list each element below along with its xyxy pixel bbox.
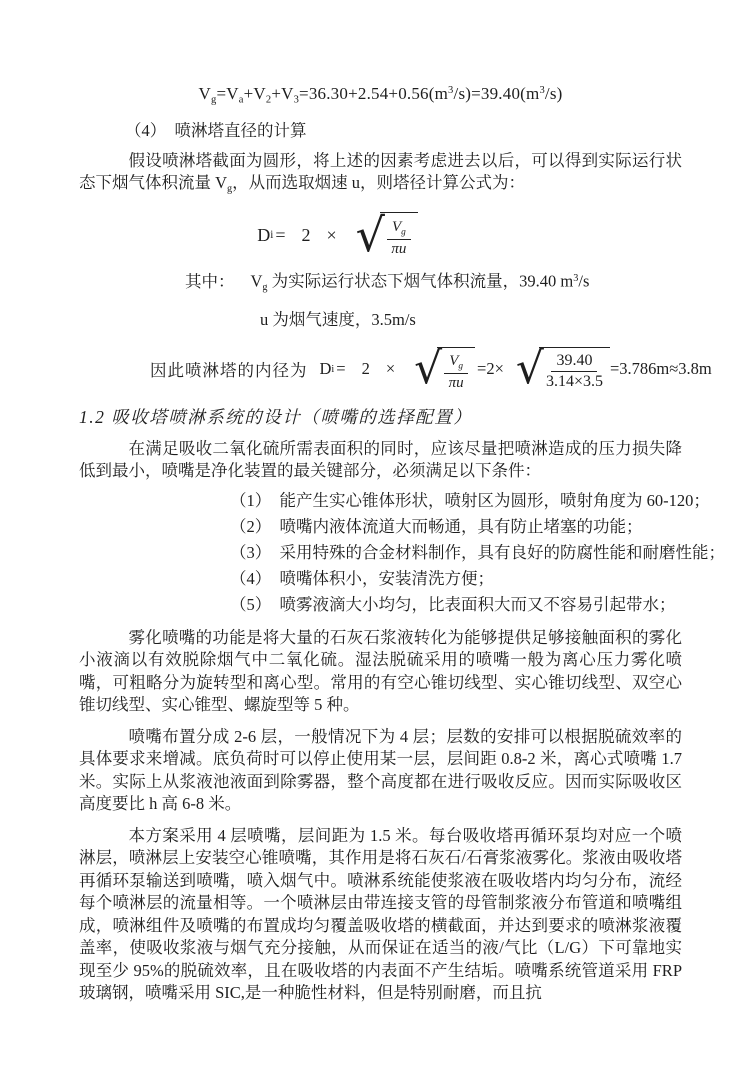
condition-item-5: （5） 喷雾液滴大小均匀，比表面积大而又不容易引起带水；	[230, 594, 676, 614]
eq-term: 2	[301, 224, 311, 245]
sqrt-radical	[355, 208, 418, 263]
where-text: /s	[578, 272, 590, 292]
eq-var: V	[449, 352, 459, 369]
paragraph-atomizing-nozzle: 雾化喷嘴的功能是将大量的石灰石浆液转化为能够提供足够接触面积的雾化小液滴以有效脱除烟气中二氧化硫。湿法脱硫采用的喷嘴一般为离心压力雾化喷嘴，可粗略分为旋转型和离心型。常用的有空心锥切线型、实心锥切线型、双空心锥切线型、实心锥型、螺旋型等 5 种。	[79, 627, 682, 715]
where-text: 为实际运行状态下烟气体积流量，39.40 m	[267, 272, 574, 292]
eq-sub: g	[458, 360, 464, 371]
eq-term: 2	[361, 359, 370, 379]
fraction-denominator: 3.14×3.5	[545, 373, 603, 391]
condition-list	[230, 488, 725, 618]
fraction	[546, 352, 603, 392]
eq-term: =V	[216, 84, 239, 103]
eq-var: V	[198, 84, 211, 103]
fraction-denominator: πu	[448, 374, 464, 391]
fraction-numerator	[444, 353, 468, 374]
result-value: =3.786m≈3.8m	[609, 359, 712, 379]
radical-sign-icon: √	[355, 208, 385, 263]
eq-operator: =	[275, 224, 286, 245]
eq-term: +V	[271, 84, 294, 103]
radical-sign-icon: √	[515, 343, 544, 395]
equation-gas-volume-flow	[79, 84, 682, 106]
eq-term: /s)=39.40(m	[453, 84, 540, 103]
paragraph-assumption	[79, 150, 682, 202]
eq-sub: i	[270, 229, 274, 242]
condition-item-1: （1） 能产生实心锥体形状，喷射区为圆形，喷射角度为 60-120；	[230, 490, 710, 510]
paragraph-scheme: 本方案采用 4 层喷嘴，层间距为 1.5 米。每台吸收塔再循环泵均对应一个喷淋层，喷淋层上安装空心锥喷嘴，其作用是将石灰石/石膏浆液雾化。浆液由吸收塔再循环泵输送到喷嘴，喷入烟气中。喷淋系统能使浆液在吸收塔内均匀分布，流经每个喷淋层的流量相等。一个喷淋层由带连接支管的母管制浆液分布管道和喷嘴组成，喷淋组件及喷嘴的布置成均匀覆盖吸收塔的横截面，并达到要求的喷淋浆液覆盖率，使吸收浆液与烟气充分接触，从而保证在适当的液/气比（L/G）下可靠地实现至少 95%的脱硫效率，且在吸收塔的内表面不产生结垢。喷嘴系统管道采用 FRP 玻璃钢，喷嘴采用 SIC,是一种脆性材料，但是特别耐磨，而且抗	[79, 825, 682, 1003]
eq-sub: i	[331, 363, 335, 375]
where-clause-line2: u 为烟气速度，3.5m/s	[260, 309, 416, 329]
radicand	[380, 212, 418, 258]
eq-var: D	[319, 359, 332, 379]
eq-sub: 2	[265, 94, 272, 106]
result-prefix: 因此喷淋塔的内径为	[150, 361, 308, 381]
paragraph-nozzle-layers: 喷嘴布置分成 2-6 层，一般情况下为 4 层；层数的安排可以根据脱硫效率的具体要求来增减。底负荷时可以停止使用某一层，层间距 0.8-2 米，离心式喷嘴 1.7 米。实际上从浆液池液面到除雾器，整个高度都在进行吸收反应。因而实际吸收区高度要比 h 高 6-8 米。	[79, 726, 682, 814]
radical-sign-icon: √	[414, 343, 443, 395]
eq-sup: 3	[448, 85, 454, 97]
eq-term: =36.30+2.54+0.56(m	[299, 84, 449, 103]
fraction	[387, 219, 411, 258]
sqrt-radical	[515, 343, 610, 395]
multiply-sign: ×	[385, 359, 396, 379]
eq-sub: g	[401, 227, 406, 238]
eq-var: V	[391, 219, 402, 236]
where-clause-line1	[185, 265, 682, 302]
radicand	[539, 347, 610, 392]
eq-sup: 3	[573, 273, 579, 285]
eq-term: /s)	[544, 84, 563, 103]
multiply-sign: ×	[326, 224, 337, 245]
condition-item-2: （2） 喷嘴内液体流道大而畅通，具有防止堵塞的功能；	[230, 516, 643, 536]
eq-operator: =	[336, 359, 346, 379]
eq-sub: g	[210, 94, 217, 106]
radicand	[437, 347, 475, 392]
eq-sup: 3	[539, 85, 545, 97]
equation-diameter-formula	[79, 208, 682, 263]
eq-sub: a	[238, 94, 244, 106]
sqrt-radical	[414, 343, 475, 395]
eq-sub: g	[262, 282, 268, 294]
fraction-denominator: πu	[391, 241, 407, 258]
paragraph-conditions: 在满足吸收二氧化硫所需表面积的同时，应该尽量把喷淋造成的压力损失降低到最小，喷嘴是净化装置的最关键部分，必须满足以下条件：	[79, 438, 682, 481]
where-label: 其中：	[185, 272, 235, 292]
eq-term: +V	[243, 84, 266, 103]
eq-var: V	[250, 272, 263, 292]
eq-var: D	[257, 224, 271, 245]
fraction-numerator	[387, 219, 411, 240]
eq-sub: g	[227, 183, 233, 195]
eq-term: =2×	[477, 359, 504, 379]
paragraph-text: ，从而选取烟速 u，则塔径计算公式为：	[232, 173, 526, 193]
condition-item-4: （4） 喷嘴体积小，安装清洗方便；	[230, 568, 494, 588]
condition-item-3: （3） 采用特殊的合金材料制作，具有良好的防腐性能和耐磨性能；	[230, 542, 725, 562]
equation-diameter-result	[150, 343, 712, 395]
fraction-numerator: 39.40	[551, 352, 597, 372]
heading-spray-system-design: 1.2 吸收塔喷淋系统的设计（喷嘴的选择配置）	[79, 406, 473, 427]
fraction	[444, 353, 468, 392]
eq-sub: 3	[293, 94, 300, 106]
paragraph-text: 假设喷淋塔截面为圆形，将上述的因素考虑进去以后，可以得到实际运行状态下烟气体积流量 V	[79, 150, 682, 193]
heading-diameter-calc: （4） 喷淋塔直径的计算	[125, 120, 307, 140]
